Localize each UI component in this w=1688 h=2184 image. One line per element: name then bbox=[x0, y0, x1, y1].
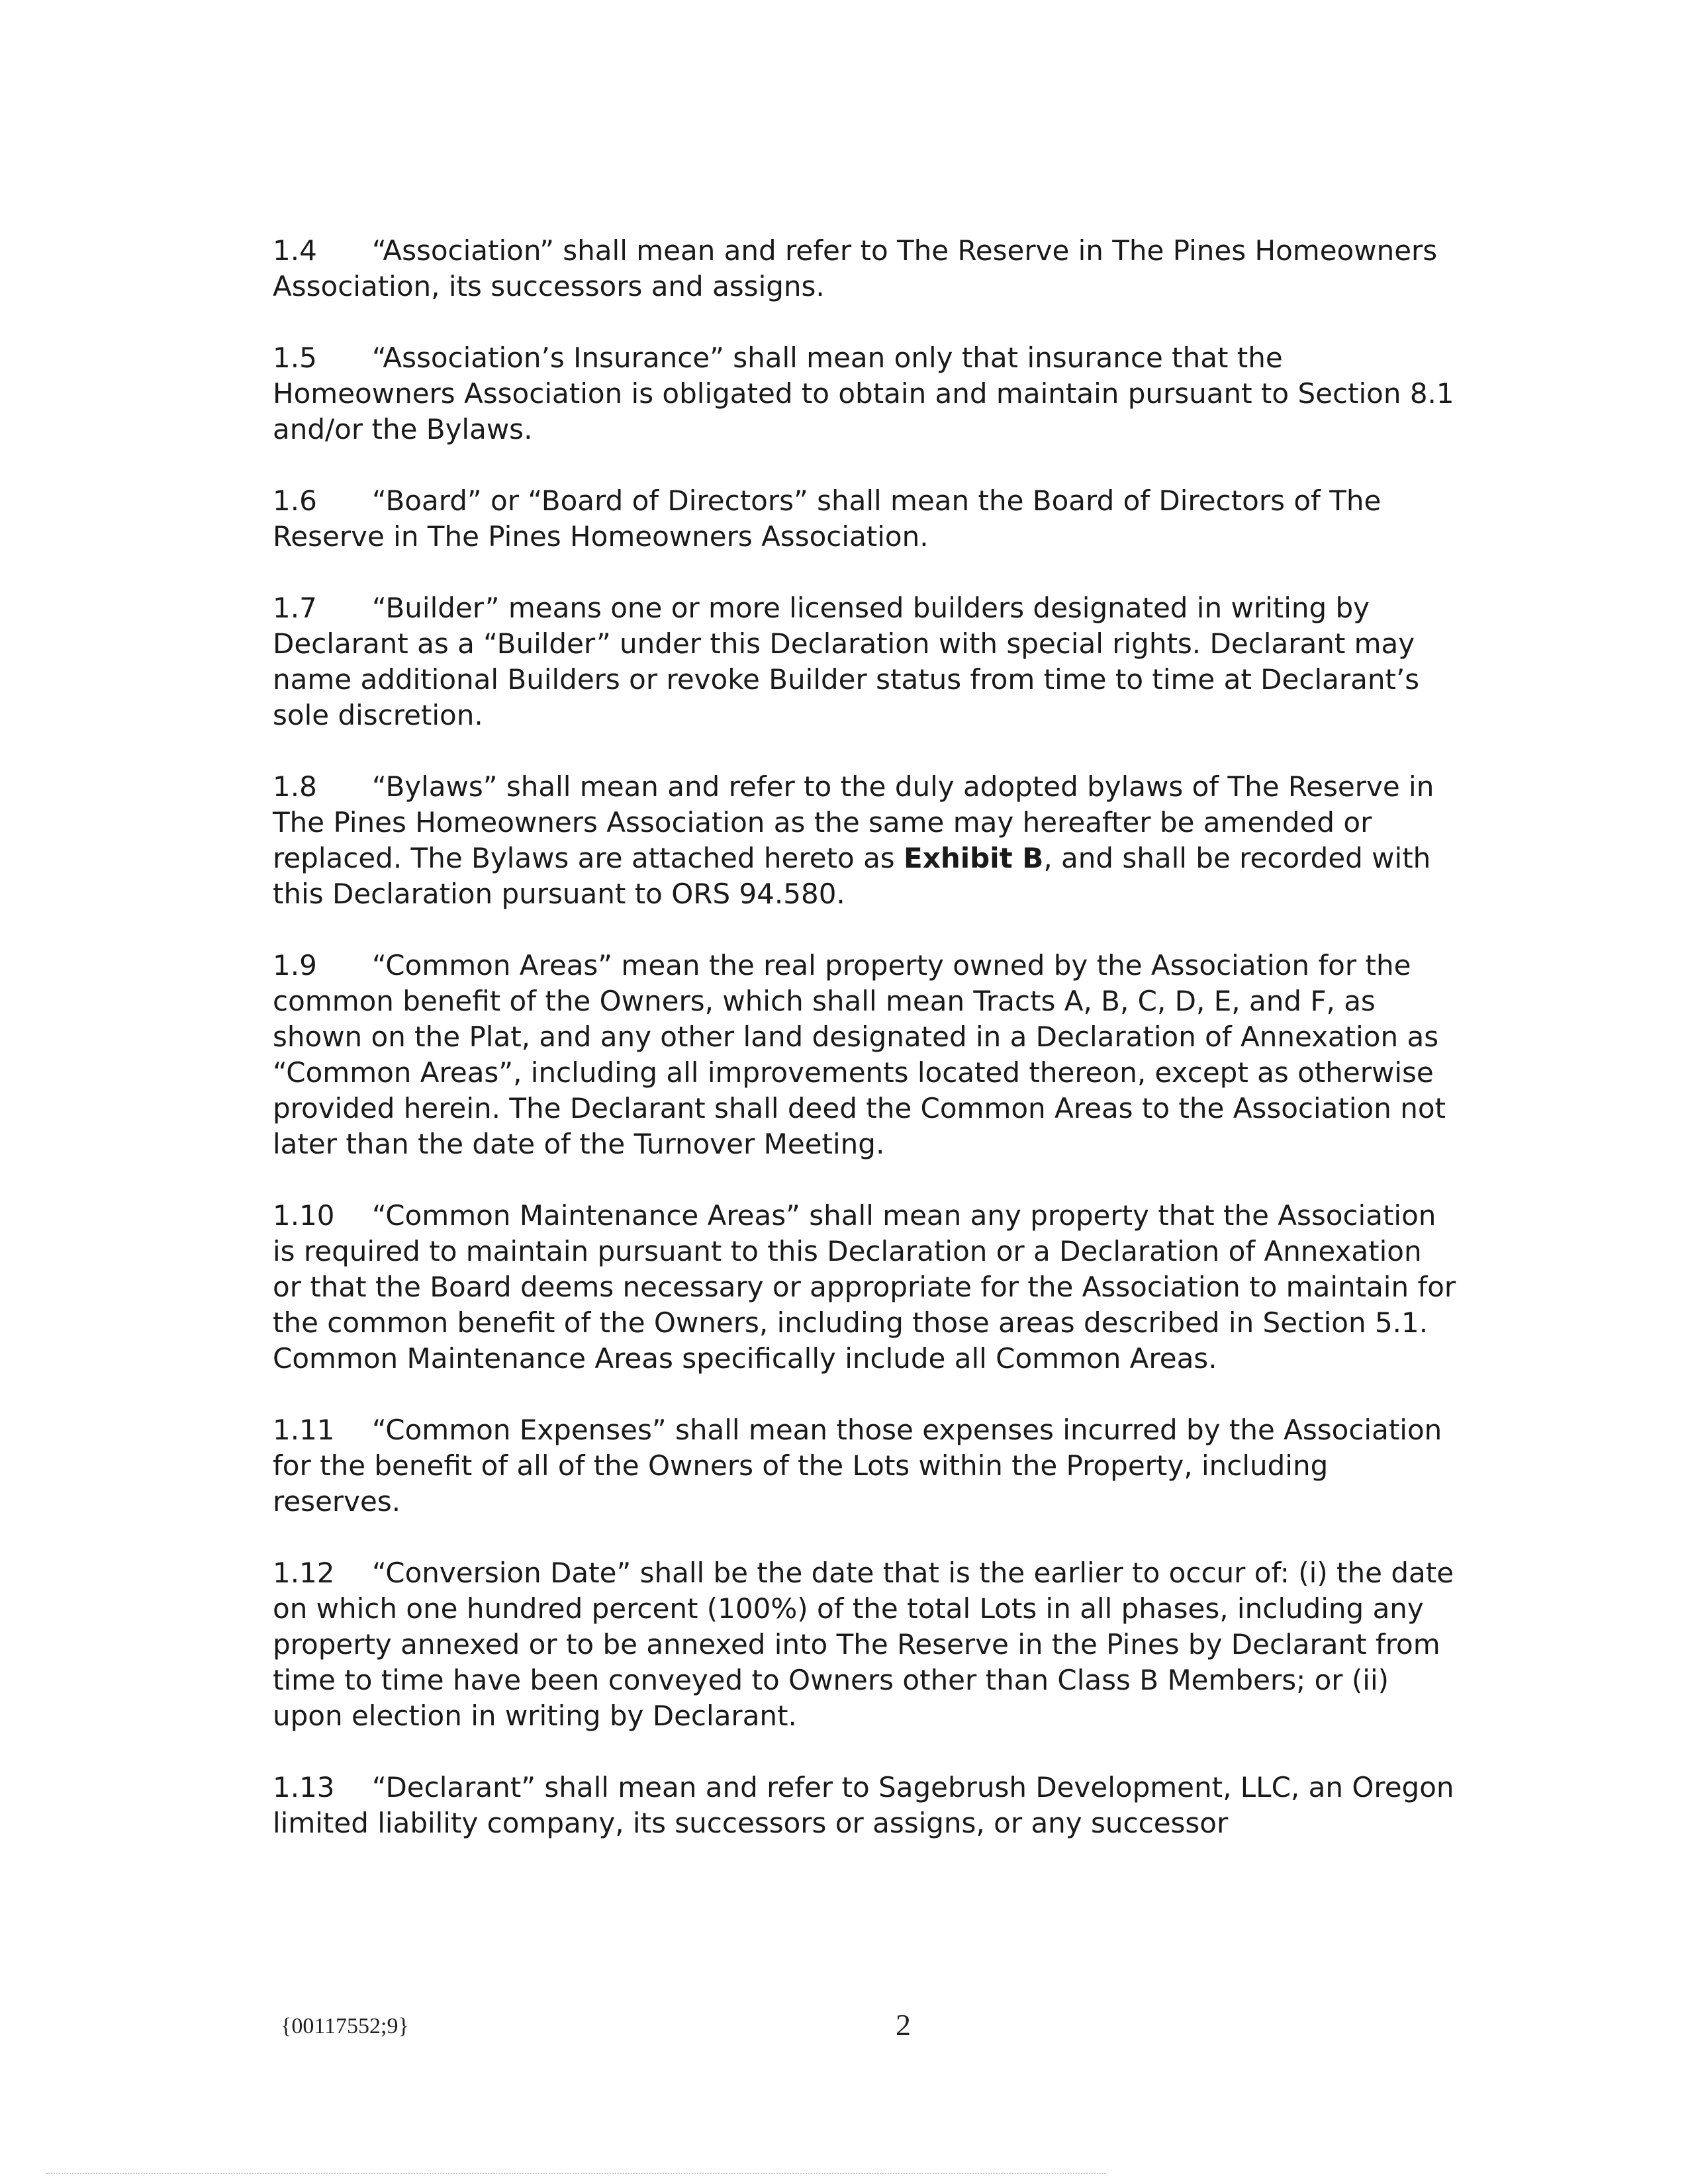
definition-1-9 bbox=[273, 948, 1458, 1162]
section-text-continued: , and shall be recorded with this Declaration pursuant to ORS 94.580. bbox=[273, 842, 1431, 910]
definition-1-6 bbox=[273, 483, 1458, 555]
definition-1-4 bbox=[273, 233, 1458, 304]
section-number: 1.6 bbox=[273, 484, 317, 517]
section-text: “Builder” means one or more licensed builders designated in writing by Declarant as a “Builder” under this Declaration with special rights. Declarant may name additional Builders or revoke Builder status from time to time at Declarant’s sole discretion. bbox=[273, 592, 1420, 731]
definition-1-7 bbox=[273, 590, 1458, 733]
section-text: “Board” or “Board of Directors” shall mean the Board of Directors of The Reserve in The Pines Homeowners Association. bbox=[273, 484, 1382, 553]
section-number: 1.4 bbox=[273, 234, 317, 267]
definition-1-11 bbox=[273, 1412, 1458, 1520]
section-number: 1.13 bbox=[273, 1771, 335, 1803]
definition-1-10 bbox=[273, 1198, 1458, 1377]
definition-1-8 bbox=[273, 769, 1458, 912]
definition-1-12 bbox=[273, 1555, 1458, 1734]
document-reference-code: {00117552;9} bbox=[281, 2014, 409, 2038]
section-number: 1.12 bbox=[273, 1557, 335, 1589]
section-text: “Declarant” shall mean and refer to Sagebrush Development, LLC, an Oregon limited liability company, its successors or assigns, or any successor bbox=[273, 1771, 1454, 1839]
exhibit-reference: Exhibit B bbox=[904, 842, 1044, 874]
section-text: “Common Areas” mean the real property owned by the Association for the common benefit of the Owners, which shall mean Tracts A, B, C, D, E, and F, as shown on the Plat, and any other land designated in a Declaration of Annexation as “Common Areas”, including all improvements located thereon, except as otherwise provided herein. The Declarant shall deed the Common Areas to the Association not later than the date of the Turnover Meeting. bbox=[273, 949, 1446, 1160]
scan-artifact-line bbox=[46, 2173, 1105, 2175]
section-number: 1.8 bbox=[273, 770, 317, 803]
section-number: 1.11 bbox=[273, 1414, 335, 1446]
definition-1-5 bbox=[273, 340, 1458, 447]
section-text: “Association” shall mean and refer to The Reserve in The Pines Homeowners Association, its successors and assigns. bbox=[273, 234, 1438, 302]
section-text: “Common Maintenance Areas” shall mean any property that the Association is required to maintain pursuant to this Declaration or a Declaration of Annexation or that the Board deems necessary or appropriate for the Association to maintain for the common benefit of the Owners, including those areas described in Section 5.1. Common Maintenance Areas specifically include all Common Areas. bbox=[273, 1199, 1456, 1375]
section-number: 1.9 bbox=[273, 949, 317, 981]
section-text: “Common Expenses” shall mean those expenses incurred by the Association for the benefit of all of the Owners of the Lots within the Property, including reserves. bbox=[273, 1414, 1442, 1518]
definition-1-13 bbox=[273, 1770, 1458, 1841]
document-body bbox=[273, 233, 1458, 1877]
section-text: “Conversion Date” shall be the date that is the earlier to occur of: (i) the date on which one hundred percent (100%) of the total Lots in all phases, including any property annexed or to be annexed into The Reserve in the Pines by Declarant from time to time have been conveyed to Owners other than Class B Members; or (ii) upon election in writing by Declarant. bbox=[273, 1557, 1454, 1732]
section-number: 1.5 bbox=[273, 341, 317, 374]
section-number: 1.10 bbox=[273, 1199, 335, 1232]
section-number: 1.7 bbox=[273, 592, 317, 624]
page-number: 2 bbox=[896, 2008, 911, 2042]
section-text: “Association’s Insurance” shall mean only that insurance that the Homeowners Association is obligated to obtain and maintain pursuant to Section 8.1 and/or the Bylaws. bbox=[273, 341, 1454, 445]
section-text: “Bylaws” shall mean and refer to the duly adopted bylaws of The Reserve in The Pines Homeowners Association as the same may hereafter be amended or replaced. The Bylaws are attached hereto as bbox=[273, 770, 1434, 874]
